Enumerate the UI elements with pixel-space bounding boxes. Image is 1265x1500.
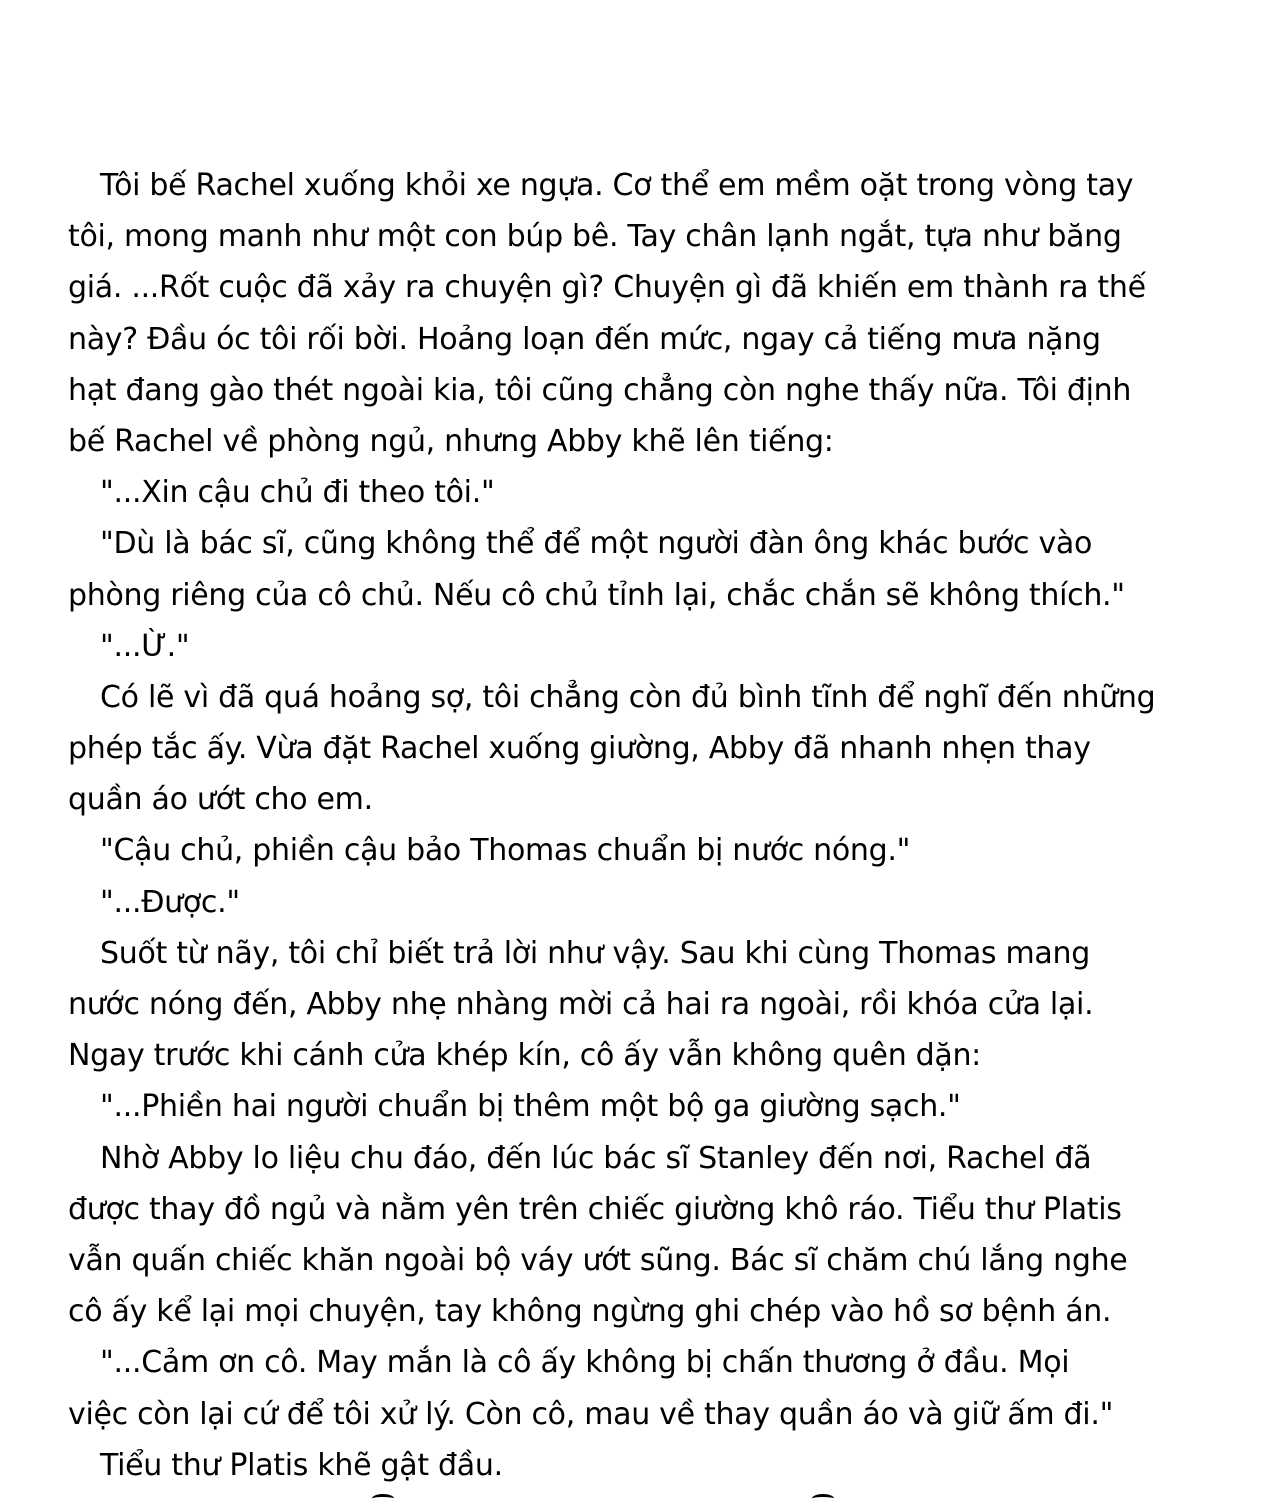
text-line: Suốt từ nãy, tôi chỉ biết trả lời như vậy. Sau khi cùng Thomas mang [100,935,1090,971]
text-line: việc còn lại cứ để tôi xử lý. Còn cô, mau về thay quần áo và giữ ấm đi." [68,1396,1114,1432]
text-line: phép tắc ấy. Vừa đặt Rachel xuống giường, Abby đã nhanh nhẹn thay [68,731,1091,767]
text-line: nước nóng đến, Abby nhẹ nhàng mời cả hai ra ngoài, rồi khóa cửa lại. [68,987,1094,1022]
text-line: quần áo ướt cho em. [68,782,373,818]
text-line: "...Được." [100,884,240,920]
text-line: "Dù là bác sĩ, cũng không thể để một người đàn ông khác bước vào [100,526,1093,562]
text-line: Ngay trước khi cánh cửa khép kín, cô ấy vẫn không quên dặn: [68,1038,981,1074]
clipped-accent-mark [812,1494,834,1500]
text-line: Có lẽ vì đã quá hoảng sợ, tôi chẳng còn đủ bình tĩnh để nghĩ đến những [100,679,1156,715]
text-line: cô ấy kể lại mọi chuyện, tay không ngừng ghi chép vào hồ sơ bệnh án. [68,1294,1112,1330]
story-text [68,160,1208,1491]
text-line: bế Rachel về phòng ngủ, nhưng Abby khẽ lên tiếng: [68,423,834,459]
clipped-accent-mark [372,1494,394,1500]
text-line: "Cậu chủ, phiền cậu bảo Thomas chuẩn bị nước nóng." [100,833,911,869]
text-line: hạt đang gào thét ngoài kia, tôi cũng chẳng còn nghe thấy nữa. Tôi định [68,372,1132,408]
text-line: giá. ...Rốt cuộc đã xảy ra chuyện gì? Chuyện gì đã khiến em thành ra thế [68,270,1146,306]
text-line: "...Cảm ơn cô. May mắn là cô ấy không bị chấn thương ở đầu. Mọi [100,1345,1070,1381]
text-line: Tôi bế Rachel xuống khỏi xe ngựa. Cơ thể em mềm oặt trong vòng tay [100,168,1134,203]
text-line: "...Phiền hai người chuẩn bị thêm một bộ ga giường sạch." [100,1089,961,1125]
text-line: Tiểu thư Platis khẽ gật đầu. [100,1447,503,1483]
text-line: vẫn quấn chiếc khăn ngoài bộ váy ướt sũng. Bác sĩ chăm chú lắng nghe [68,1242,1128,1278]
text-line: được thay đồ ngủ và nằm yên trên chiếc giường khô ráo. Tiểu thư Platis [68,1191,1122,1227]
text-line: tôi, mong manh như một con búp bê. Tay chân lạnh ngắt, tựa như băng [68,219,1122,255]
text-line: phòng riêng của cô chủ. Nếu cô chủ tỉnh lại, chắc chắn sẽ không thích." [68,577,1125,613]
text-line: "...Ừ." [100,628,190,664]
text-line: "...Xin cậu chủ đi theo tôi." [100,475,495,511]
text-line: Nhờ Abby lo liệu chu đáo, đến lúc bác sĩ Stanley đến nơi, Rachel đã [100,1140,1092,1176]
text-line: này? Đầu óc tôi rối bời. Hoảng loạn đến mức, ngay cả tiếng mưa nặng [68,321,1101,357]
